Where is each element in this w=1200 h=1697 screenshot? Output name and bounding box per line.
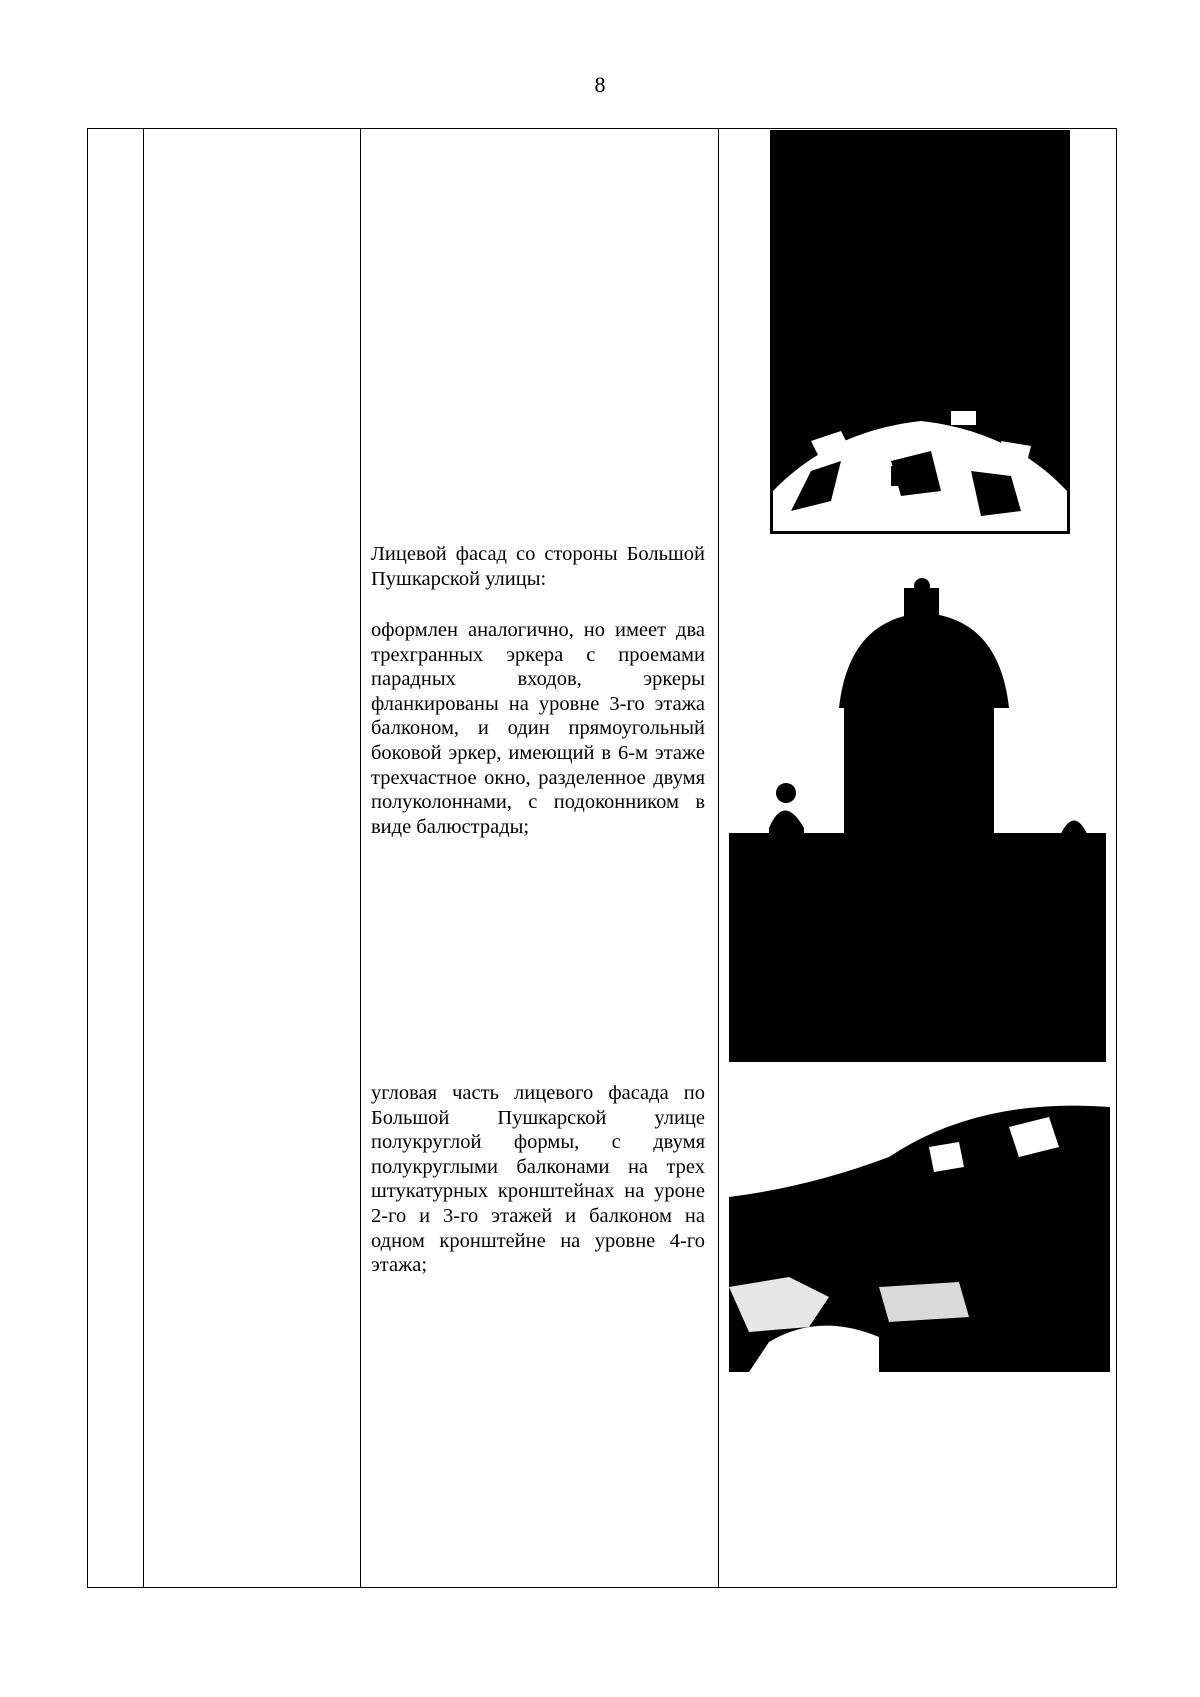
facade-heading xyxy=(371,542,705,591)
facade-heading-text: Лицевой фасад со стороны Большой Пушкарской улицы: xyxy=(371,543,705,590)
corner-description xyxy=(371,1081,705,1278)
street-trees-photo xyxy=(729,1087,1110,1372)
column-divider-2 xyxy=(360,129,361,1587)
column-divider-3 xyxy=(718,129,719,1587)
corner-description-text: угловая часть лицевого фасада по Большой Пушкарской улице полукруглой формы, с двумя полукруглыми балконами на трех штукатурных кронштейнах на уроне 2-го и 3-го этажей и балконом на одном кронштейне на уровне 4-го этажа; xyxy=(371,1082,705,1277)
dome-facade-photo xyxy=(729,578,1106,1062)
building-top-photo xyxy=(770,130,1070,534)
facade-description-text: оформлен аналогично, но имеет два трехгранных эркера с проемами парадных входов, эркеры фланкированы на уровне 3-го этажа балконом, и один прямоугольный боковой эркер, имеющий в 6-м этаже трехчастное окно, разделенное двумя полуколоннами, с подоконником в виде балюстрады; xyxy=(371,619,705,838)
page-number: 8 xyxy=(594,72,606,97)
column-divider-1 xyxy=(143,129,144,1587)
facade-description xyxy=(371,618,705,839)
